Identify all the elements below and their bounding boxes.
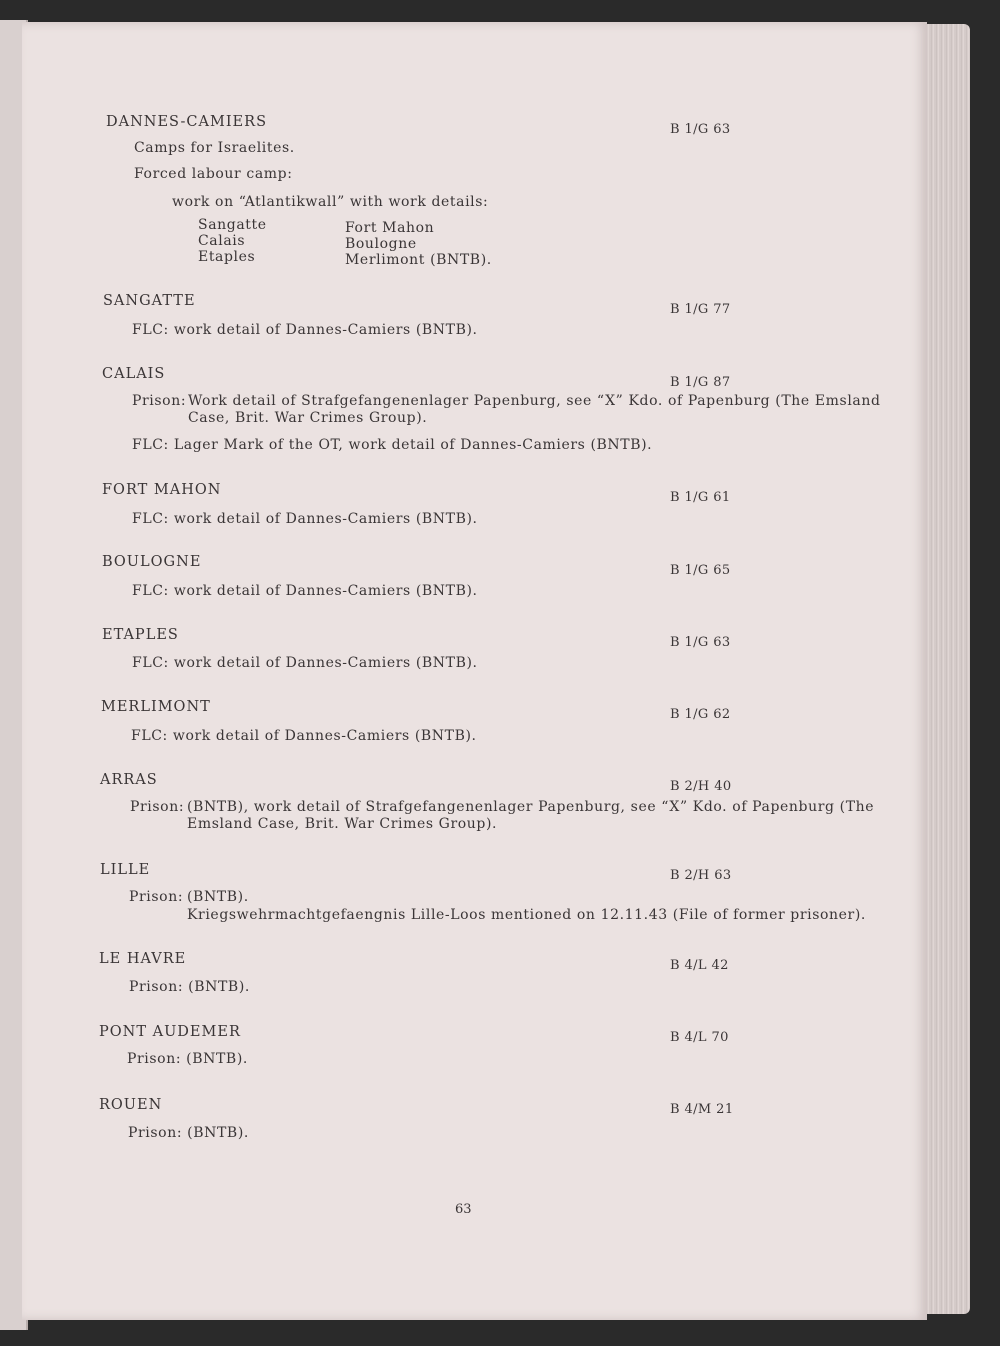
- prison-label: Prison:: [130, 799, 185, 815]
- page-number: 63: [455, 1202, 472, 1217]
- entry-text: Case, Brit. War Crimes Group).: [188, 410, 428, 426]
- entry-text: FLC: work detail of Dannes-Camiers (BNTB).: [131, 728, 477, 744]
- entry-title-merlimont: MERLIMONT: [101, 699, 211, 715]
- entry-text: FLC: work detail of Dannes-Camiers (BNTB).: [132, 583, 478, 599]
- detail-item: Etaples: [198, 249, 256, 265]
- entry-text: Kriegswehrmachtgefaengnis Lille-Loos mentioned on 12.11.43 (File of former prisoner).: [187, 907, 866, 923]
- detail-item: Fort Mahon: [345, 220, 435, 236]
- detail-item: Merlimont (BNTB).: [345, 252, 492, 268]
- detail-item: Boulogne: [345, 236, 417, 252]
- entry-title-le-havre: LE HAVRE: [99, 951, 187, 967]
- entry-title-calais: CALAIS: [102, 366, 166, 382]
- prison-label: Prison:: [132, 393, 187, 409]
- entry-text: Prison: (BNTB).: [129, 979, 250, 995]
- entry-ref-sangatte: B 1/G 77: [670, 302, 731, 317]
- entry-ref-calais: B 1/G 87: [670, 375, 731, 390]
- entry-ref-pont-audemer: B 4/L 70: [670, 1030, 729, 1045]
- entry-text: Work detail of Strafgefangenenlager Papenburg, see “X” Kdo. of Papenburg (The Emsland: [188, 393, 881, 409]
- entry-text: (BNTB).: [187, 889, 249, 905]
- entry-text: FLC: work detail of Dannes-Camiers (BNTB).: [132, 322, 478, 338]
- detail-item: Sangatte: [198, 217, 267, 233]
- entry-title-pont-audemer: PONT AUDEMER: [99, 1024, 241, 1040]
- entry-text: Camps for Israelites.: [134, 140, 295, 156]
- entry-title-boulogne: BOULOGNE: [102, 554, 202, 570]
- entry-text: FLC: Lager Mark of the OT, work detail of Dannes-Camiers (BNTB).: [132, 437, 653, 453]
- entry-ref-arras: B 2/H 40: [670, 779, 732, 794]
- entry-text: FLC: work detail of Dannes-Camiers (BNTB).: [132, 655, 478, 671]
- entry-text: Prison: (BNTB).: [127, 1051, 248, 1067]
- entry-title-lille: LILLE: [100, 862, 151, 878]
- entry-ref-boulogne: B 1/G 65: [670, 563, 731, 578]
- page-stack-edge: [925, 24, 970, 1314]
- entry-ref-fort-mahon: B 1/G 61: [670, 490, 731, 505]
- entry-title-dannes-camiers: DANNES-CAMIERS: [106, 114, 267, 130]
- prison-label: Prison:: [129, 889, 184, 905]
- entry-text: Prison: (BNTB).: [128, 1125, 249, 1141]
- entry-title-sangatte: SANGATTE: [103, 293, 196, 309]
- entry-title-etaples: ETAPLES: [102, 627, 179, 643]
- entry-text: Forced labour camp:: [134, 166, 293, 182]
- entry-title-arras: ARRAS: [100, 772, 158, 788]
- entry-ref-rouen: B 4/M 21: [670, 1102, 734, 1117]
- entry-ref-merlimont: B 1/G 62: [670, 707, 731, 722]
- entry-text: (BNTB), work detail of Strafgefangenenlager Papenburg, see “X” Kdo. of Papenburg (The: [187, 799, 875, 815]
- entry-title-fort-mahon: FORT MAHON: [102, 482, 222, 498]
- entry-text: work on “Atlantikwall” with work details:: [172, 194, 489, 210]
- detail-item: Calais: [198, 233, 246, 249]
- entry-title-rouen: ROUEN: [99, 1097, 163, 1113]
- entry-text: Emsland Case, Brit. War Crimes Group).: [187, 816, 498, 832]
- entry-ref-lille: B 2/H 63: [670, 868, 732, 883]
- entry-ref-etaples: B 1/G 63: [670, 635, 731, 650]
- book-page: [22, 22, 927, 1320]
- entry-ref-dannes-camiers: B 1/G 63: [670, 122, 731, 137]
- entry-text: FLC: work detail of Dannes-Camiers (BNTB).: [132, 511, 478, 527]
- entry-ref-le-havre: B 4/L 42: [670, 958, 729, 973]
